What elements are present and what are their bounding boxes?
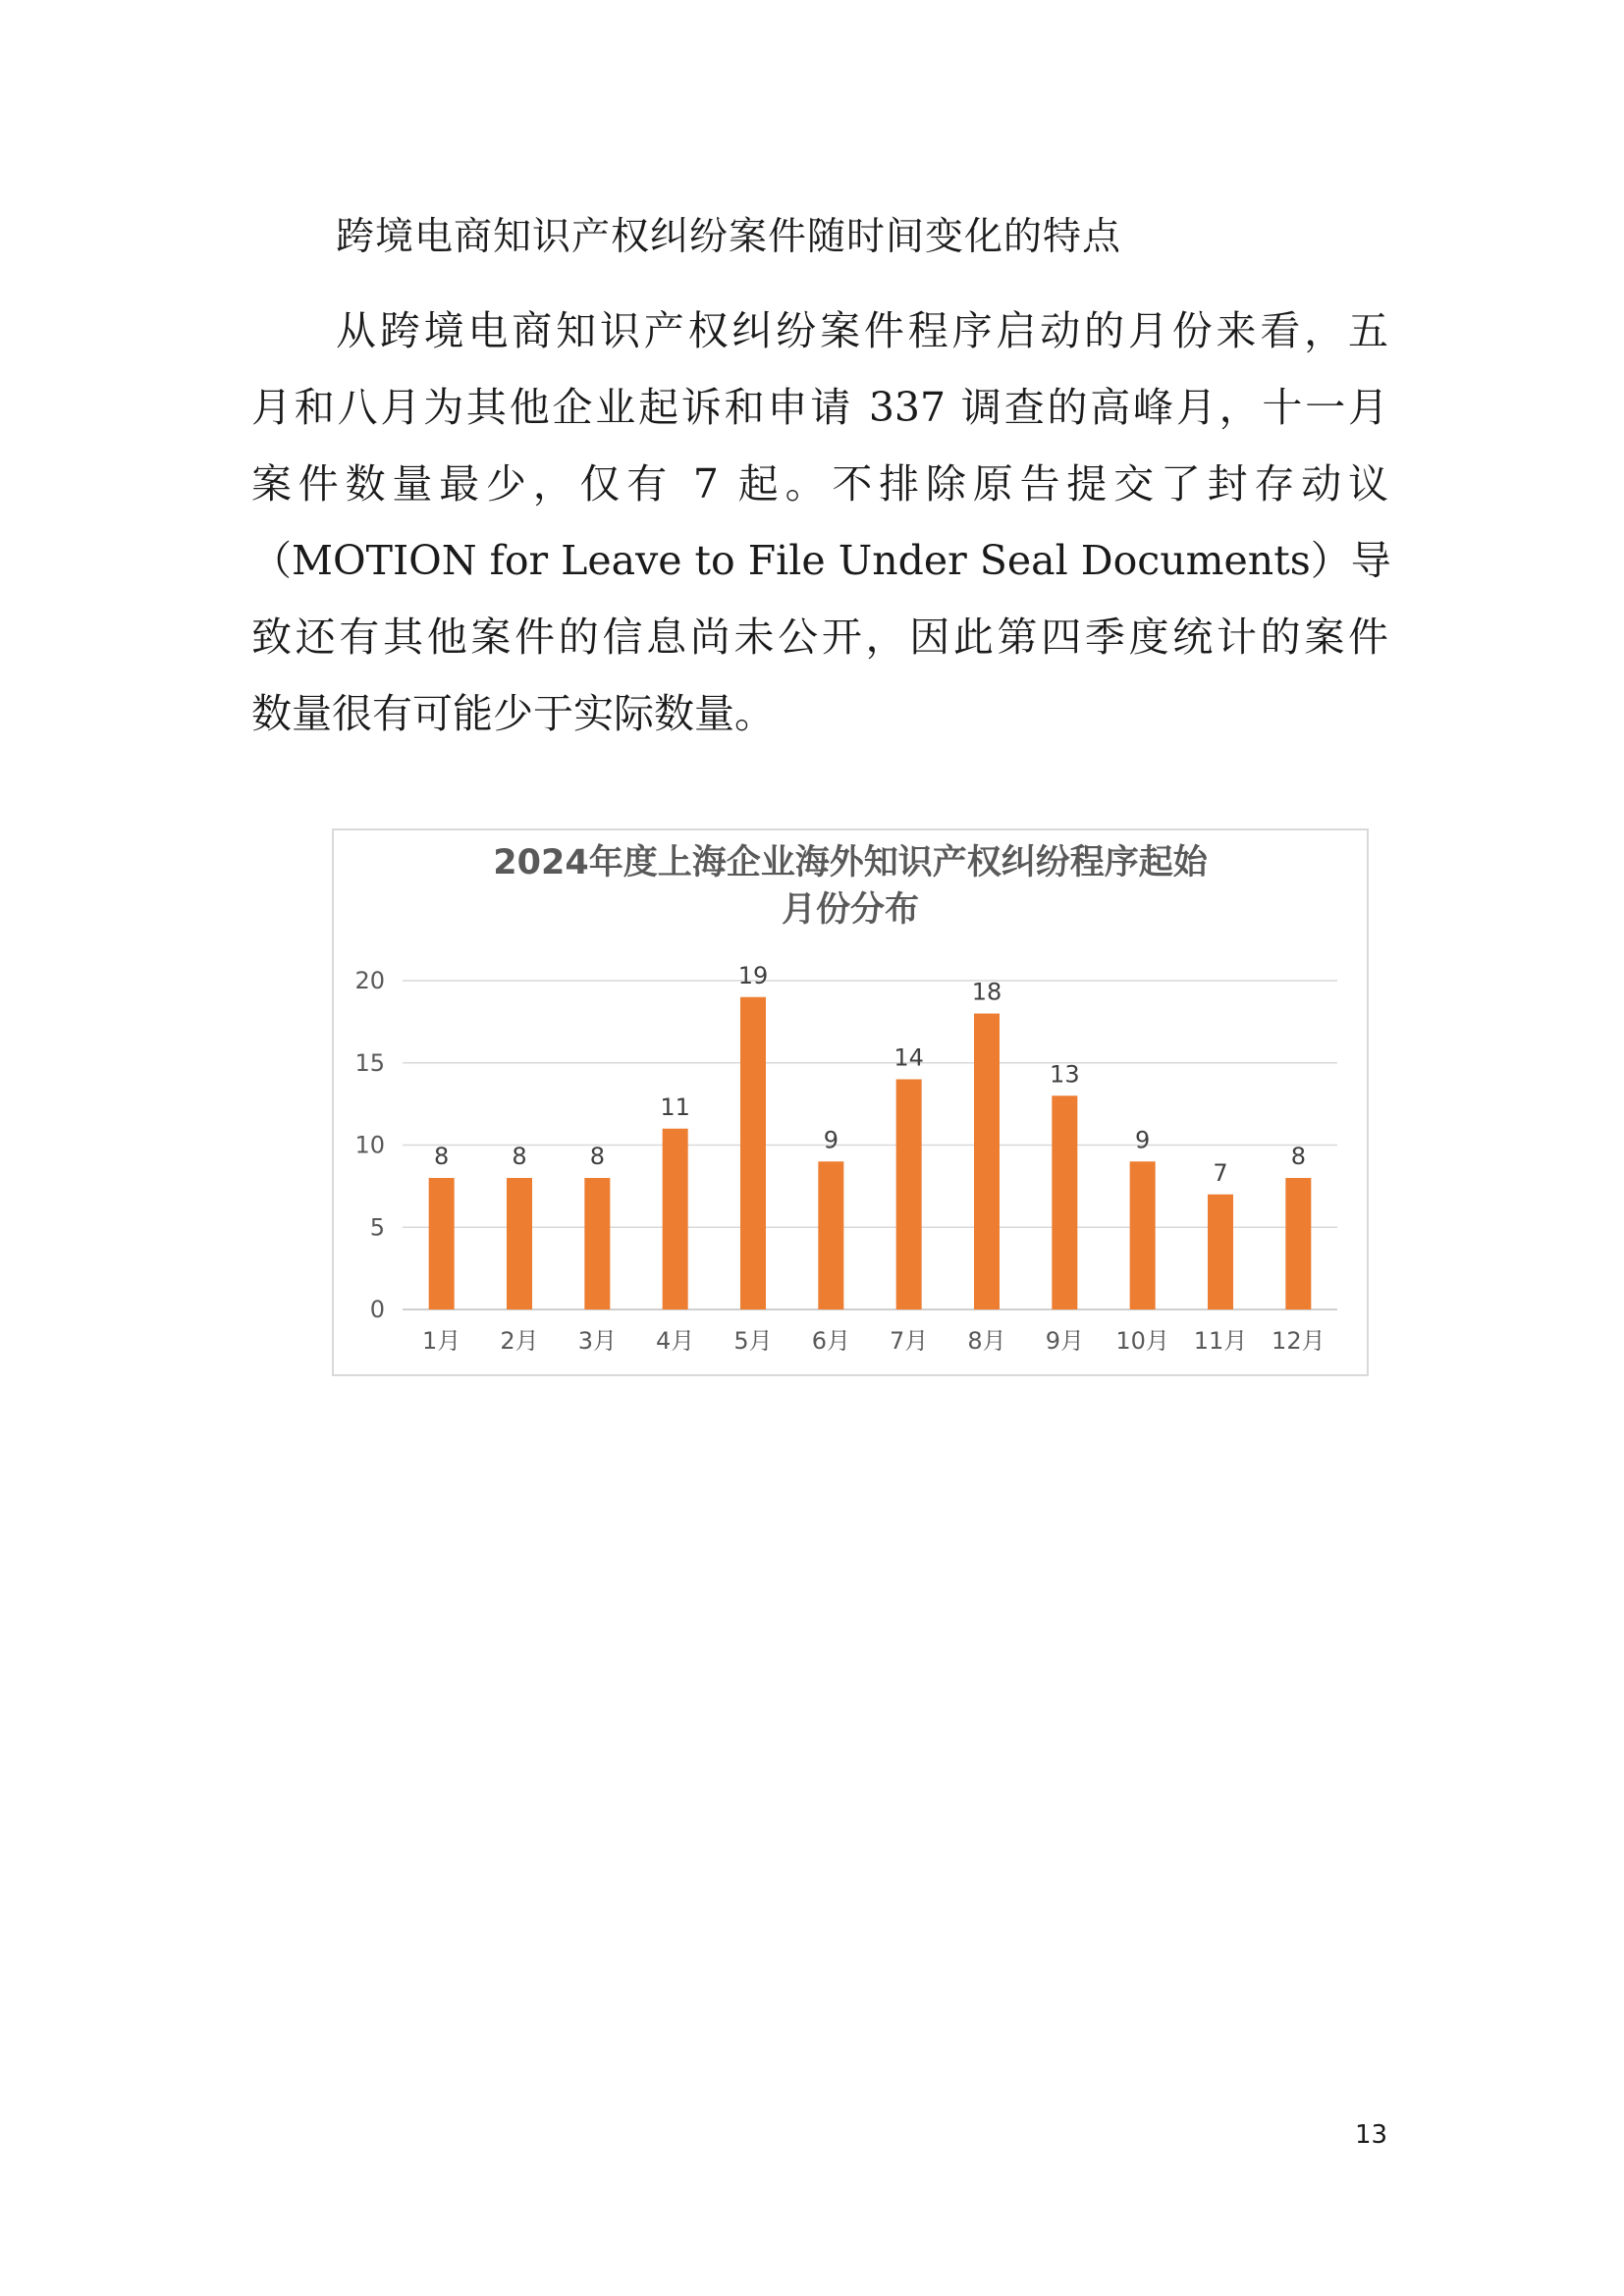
data-label: 14 xyxy=(893,1043,924,1072)
data-label: 8 xyxy=(1290,1143,1306,1170)
bar xyxy=(1130,1161,1156,1309)
paragraph-line: 月和八月为其他企业起诉和申请 337 调查的高峰月，十一月 xyxy=(251,384,1388,431)
paragraph-line: 从跨境电商知识产权纠纷案件程序启动的月份来看，五 xyxy=(336,307,1388,354)
x-tick-label: 8月 xyxy=(967,1327,1006,1355)
x-tick-label: 1月 xyxy=(422,1327,461,1355)
body-paragraph xyxy=(251,293,1391,752)
y-tick-label: 5 xyxy=(369,1213,385,1242)
x-tick-label: 9月 xyxy=(1045,1327,1084,1355)
x-tick-label: 11月 xyxy=(1193,1327,1248,1355)
bar xyxy=(818,1161,843,1309)
x-tick-label: 5月 xyxy=(733,1327,773,1355)
y-tick-label: 10 xyxy=(354,1131,385,1159)
paragraph-line: 致还有其他案件的信息尚未公开，因此第四季度统计的案件 xyxy=(251,614,1388,661)
x-tick-label: 4月 xyxy=(656,1327,695,1355)
bar xyxy=(584,1178,610,1309)
y-tick-label: 20 xyxy=(354,967,385,994)
data-label: 9 xyxy=(1135,1126,1151,1154)
chart-canvas xyxy=(334,830,1367,1374)
bar xyxy=(663,1129,688,1309)
data-label: 9 xyxy=(823,1126,839,1154)
page-number: 13 xyxy=(1355,2120,1388,2150)
bar xyxy=(1052,1095,1077,1309)
data-label: 7 xyxy=(1213,1158,1228,1187)
data-label: 8 xyxy=(512,1143,527,1170)
bar xyxy=(507,1178,532,1309)
x-tick-label: 3月 xyxy=(577,1327,617,1355)
bar xyxy=(974,1014,1000,1310)
paragraph-line: （MOTION for Leave to File Under Seal Documents）导 xyxy=(251,537,1391,584)
y-tick-label: 0 xyxy=(369,1296,385,1323)
data-label: 18 xyxy=(971,978,1002,1006)
data-label: 11 xyxy=(660,1093,690,1121)
chart-title-line: 2024年度上海企业海外知识产权纠纷程序起始 xyxy=(493,843,1208,882)
section-heading: 跨境电商知识产权纠纷案件随时间变化的特点 xyxy=(336,215,1122,259)
x-tick-label: 12月 xyxy=(1272,1327,1326,1355)
x-tick-label: 2月 xyxy=(500,1327,539,1355)
bar xyxy=(740,997,766,1309)
x-tick-label: 7月 xyxy=(890,1327,929,1355)
y-tick-label: 15 xyxy=(354,1048,385,1077)
paragraph-line: 数量很有可能少于实际数量。 xyxy=(251,690,775,737)
data-label: 19 xyxy=(737,961,769,989)
bar xyxy=(1208,1195,1233,1309)
paragraph-line: 案件数量最少，仅有 7 起。不排除原告提交了封存动议 xyxy=(251,460,1388,507)
data-label: 13 xyxy=(1050,1060,1080,1089)
chart-title-line: 月份分布 xyxy=(781,890,920,930)
data-label: 8 xyxy=(434,1143,450,1170)
x-tick-label: 6月 xyxy=(811,1327,850,1355)
bar xyxy=(1285,1178,1311,1309)
x-tick-label: 10月 xyxy=(1115,1327,1169,1355)
data-label: 8 xyxy=(589,1143,605,1170)
bar xyxy=(429,1178,455,1309)
bar xyxy=(896,1080,922,1310)
bar-chart xyxy=(332,828,1369,1376)
